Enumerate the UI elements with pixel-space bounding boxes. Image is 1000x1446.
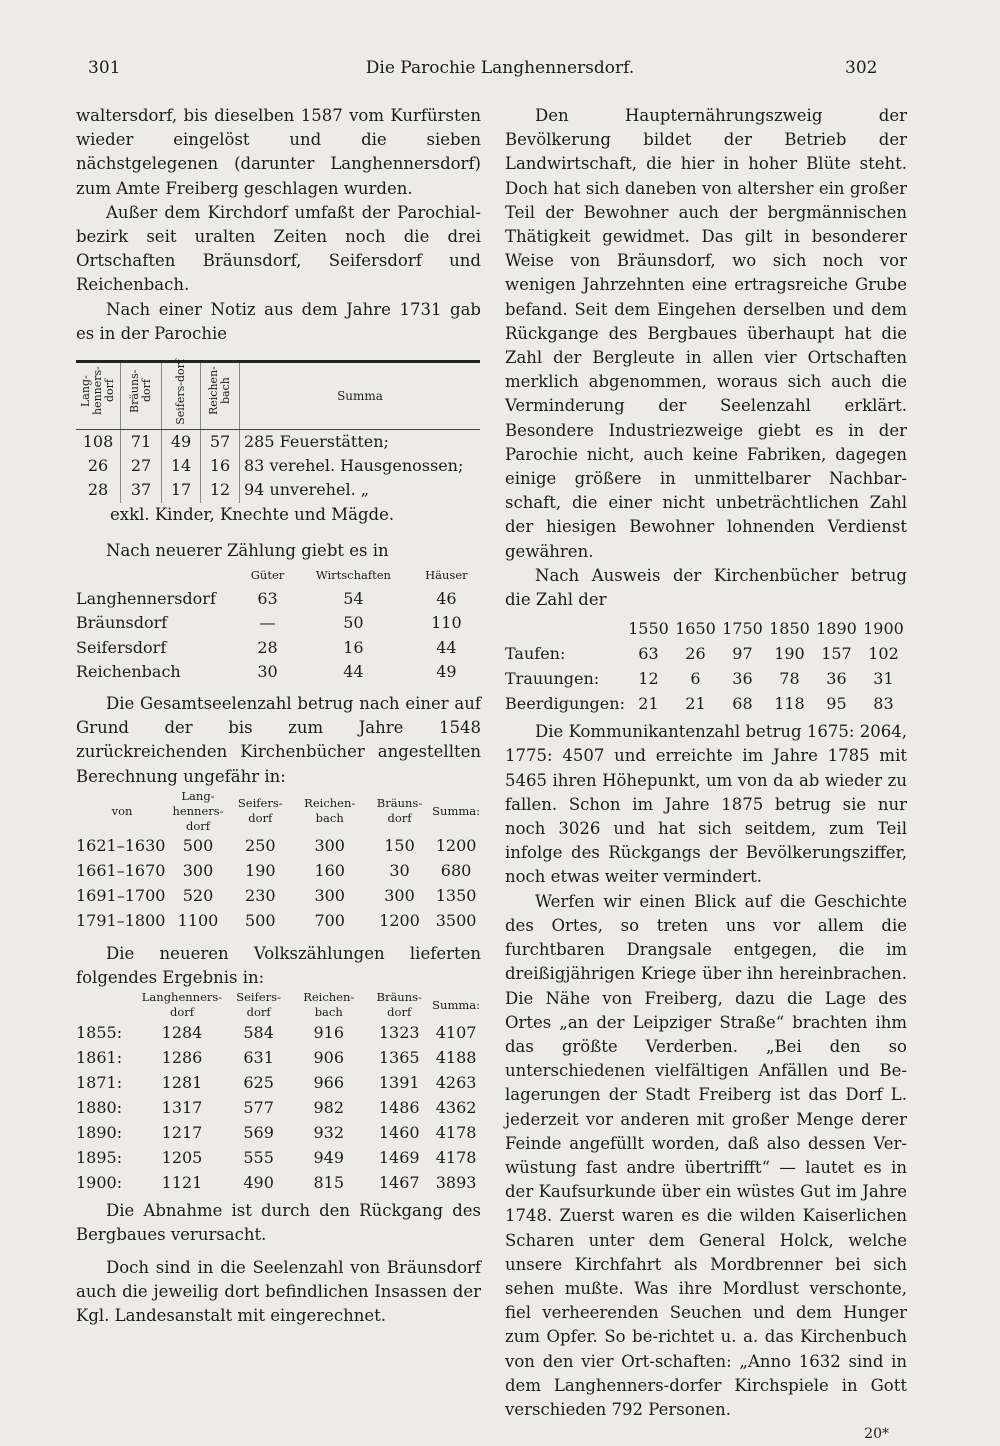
table-cell: 21 bbox=[685, 693, 706, 713]
table-cell: 97 bbox=[732, 643, 753, 663]
row-label: 1791–1800 bbox=[76, 911, 166, 931]
table-cell: 150 bbox=[384, 836, 415, 856]
table-cell: 6 bbox=[690, 668, 701, 688]
table-cell: 949 bbox=[313, 1147, 344, 1167]
row-label: Beerdigungen: bbox=[505, 693, 625, 713]
table-cell: 3893 bbox=[435, 1172, 477, 1192]
table-cell: 1200 bbox=[379, 911, 420, 931]
table-cell: 16 bbox=[343, 637, 364, 657]
table-header-row bbox=[76, 789, 480, 834]
table-cell: 1467 bbox=[378, 1172, 420, 1192]
row-label: Taufen: bbox=[505, 643, 566, 663]
column-header: 1550 bbox=[628, 618, 669, 638]
row-label: 1900: bbox=[76, 1172, 123, 1192]
table-header-row bbox=[76, 563, 480, 587]
paragraph: Die neueren Volkszählungen lieferten folgendes Ergebnis in: bbox=[76, 943, 481, 988]
column-header: Seifers-dorf bbox=[237, 796, 283, 826]
table-cell: 17 bbox=[162, 478, 201, 502]
table-cell: 1100 bbox=[177, 911, 219, 931]
table-row bbox=[76, 660, 480, 684]
row-label: 1621–1630 bbox=[76, 836, 166, 856]
table-cell: 680 bbox=[440, 861, 472, 881]
row-label: Seifersdorf bbox=[76, 637, 167, 657]
table-cell: 12 bbox=[201, 478, 240, 502]
table-row bbox=[76, 859, 480, 884]
table-cell: 577 bbox=[243, 1097, 274, 1117]
table-cell: 28 bbox=[257, 637, 278, 657]
column-header: Reichen-bach bbox=[201, 362, 240, 430]
table-cell: 906 bbox=[313, 1047, 344, 1067]
table-row bbox=[76, 430, 480, 455]
table-cell: 102 bbox=[868, 643, 899, 663]
column-header: Lang-henners-dorf bbox=[76, 362, 121, 430]
table-cell: 36 bbox=[732, 668, 753, 688]
row-label: 1880: bbox=[76, 1097, 123, 1117]
column-header: Güter bbox=[250, 568, 285, 583]
row-label: 1871: bbox=[76, 1072, 123, 1092]
column-header: Bräuns-dorf bbox=[376, 796, 423, 826]
population-estimate-table bbox=[76, 789, 480, 934]
table-cell: 4362 bbox=[435, 1097, 477, 1117]
table-cell: 78 bbox=[779, 668, 800, 688]
page-number-right: 302 bbox=[845, 58, 878, 78]
table-cell: 1460 bbox=[378, 1122, 420, 1142]
table-cell: 916 bbox=[313, 1022, 344, 1042]
table-row bbox=[505, 691, 907, 716]
column-header: Wirtschaften bbox=[315, 568, 391, 583]
paragraph: Die Abnahme ist durch den Rückgang des Bergbaues verursacht. bbox=[76, 1201, 481, 1245]
paragraph: Außer dem Kirchdorf umfaßt der Parochial-bezirk seit uralten Zeiten noch die drei Ortschaften Bräunsdorf, Seifersdorf und Reichenbach. bbox=[76, 202, 481, 295]
table-row bbox=[76, 1170, 480, 1195]
column-header: 1650 bbox=[675, 618, 716, 638]
table-cell: 118 bbox=[774, 693, 805, 713]
column-header: Seifers-dorf bbox=[162, 362, 201, 430]
table-cell: 815 bbox=[313, 1172, 344, 1192]
row-label: 1855: bbox=[76, 1022, 123, 1042]
table-cell: 71 bbox=[121, 430, 162, 455]
table-cell: 63 bbox=[257, 589, 278, 609]
table-row bbox=[76, 909, 480, 934]
table-header-row bbox=[76, 362, 480, 430]
table-cell: 1217 bbox=[161, 1122, 203, 1142]
table-cell: 300 bbox=[384, 886, 415, 906]
column-header: Bräuns-dorf bbox=[376, 990, 422, 1020]
table-cell: 300 bbox=[182, 861, 214, 881]
table-row bbox=[76, 611, 480, 635]
paragraph: Nach einer Notiz aus dem Jahre 1731 gab es in der Parochie bbox=[76, 299, 481, 343]
table-cell: 500 bbox=[182, 836, 214, 856]
table-cell: 108 bbox=[76, 430, 121, 455]
table-cell: 57 bbox=[201, 430, 240, 455]
table-cell: 95 bbox=[826, 693, 847, 713]
table-cell: 83 bbox=[873, 693, 894, 713]
table-cell: 190 bbox=[774, 643, 805, 663]
column-header: Reichen-bach bbox=[303, 990, 355, 1020]
row-label: 1661–1670 bbox=[76, 861, 166, 881]
table-row bbox=[76, 1120, 480, 1145]
column-header bbox=[76, 990, 138, 1020]
table-cell: 932 bbox=[313, 1122, 344, 1142]
table-cell: 44 bbox=[343, 661, 364, 681]
table-cell: 63 bbox=[638, 643, 659, 663]
table-row bbox=[76, 478, 480, 502]
table-row bbox=[76, 587, 480, 611]
table-row bbox=[505, 641, 907, 666]
table-cell: 4178 bbox=[435, 1147, 477, 1167]
table-row bbox=[76, 1020, 480, 1045]
table-cell: 54 bbox=[343, 589, 364, 609]
table-row bbox=[76, 454, 480, 478]
column-header: 1890 bbox=[816, 618, 857, 638]
table-note: exkl. Kinder, Knechte und Mägde. bbox=[110, 504, 395, 524]
column-header: Bräuns-dorf bbox=[121, 362, 162, 430]
table-cell: 3500 bbox=[435, 911, 477, 931]
table-cell: 30 bbox=[257, 661, 278, 681]
row-label: Trauungen: bbox=[505, 668, 600, 688]
table-cell: 1200 bbox=[435, 836, 477, 856]
signature-mark: 20* bbox=[864, 1426, 889, 1443]
table-cell: 28 bbox=[76, 478, 121, 502]
column-header: Langhenners-dorf bbox=[141, 990, 223, 1020]
table-cell: 83 verehel. Hausgenossen; bbox=[244, 456, 464, 476]
table-cell: 1365 bbox=[378, 1047, 420, 1067]
column-header: 1900 bbox=[863, 618, 904, 638]
table-cell: 68 bbox=[732, 693, 753, 713]
table-cell: 1486 bbox=[378, 1097, 420, 1117]
table-row bbox=[76, 834, 480, 859]
table-cell: 160 bbox=[314, 861, 345, 881]
table-cell: 26 bbox=[76, 454, 121, 478]
table-cell: 700 bbox=[314, 911, 345, 931]
page-number-left: 301 bbox=[88, 58, 121, 78]
table-cell: 584 bbox=[243, 1022, 274, 1042]
table-cell: 1323 bbox=[378, 1022, 420, 1042]
table-cell: 36 bbox=[826, 668, 847, 688]
table-cell: 631 bbox=[243, 1047, 274, 1067]
row-label: 1861: bbox=[76, 1047, 123, 1067]
table-cell: 26 bbox=[685, 643, 706, 663]
column-header: 1750 bbox=[722, 618, 763, 638]
row-label: Bräunsdorf bbox=[76, 613, 168, 633]
table-cell: 190 bbox=[245, 861, 276, 881]
table-cell: 1469 bbox=[378, 1147, 420, 1167]
column-header: Häuser bbox=[425, 568, 468, 583]
hearths-table-1731 bbox=[76, 360, 480, 503]
column-header: 1850 bbox=[769, 618, 810, 638]
column-header: Seifers-dorf bbox=[236, 990, 281, 1020]
column-header: Summa: bbox=[432, 803, 480, 818]
table-cell: 157 bbox=[821, 643, 852, 663]
table-cell: 50 bbox=[343, 613, 364, 633]
table-cell: 14 bbox=[162, 454, 201, 478]
table-cell: 555 bbox=[243, 1147, 274, 1167]
table-row bbox=[76, 1095, 480, 1120]
table-cell: 49 bbox=[436, 661, 457, 681]
table-row bbox=[76, 1070, 480, 1095]
paragraph: Nach neuerer Zählung giebt es in bbox=[106, 540, 389, 560]
table-row bbox=[76, 636, 480, 660]
table-cell: 16 bbox=[201, 454, 240, 478]
row-label: 1691–1700 bbox=[76, 886, 166, 906]
table-cell: 4188 bbox=[435, 1047, 477, 1067]
table-cell: 285 Feuerstätten; bbox=[244, 432, 389, 452]
column-header: Reichen-bach bbox=[304, 796, 356, 826]
row-label: Reichenbach bbox=[76, 661, 181, 681]
paragraph: waltersdorf, bis dieselben 1587 vom Kurfürsten wieder eingelöst und die sieben nächstgelegenen (darunter Langhennersdorf) zum Amte Freiberg geschlagen wurden. bbox=[76, 106, 481, 198]
church-records-table bbox=[505, 616, 907, 716]
table-cell: 1317 bbox=[161, 1097, 203, 1117]
table-row bbox=[76, 1045, 480, 1070]
paragraph: Werfen wir einen Blick auf die Geschichte des Ortes, so treten uns vor allem die furchtbaren Drangsale entgegen, die im dreißigjährigen Kriege über ihn hereinbrachen. Die Nähe von Freiberg, dazu die Lage des Ortes „an der Leipziger Straße“ brachten ihm das größte Verderben. „Bei den so unterschiedenen vielfältigen Anfällen und Be-lagerungen der Stadt Freiberg ist das Dorf L. jederzeit vor anderen mit großer Menge derer Feinde angefüllt worden, daß also dessen Ver-wüstung fast andre übertrifft“ — lautet es in der Kaufsurkunde über ein wüstes Gut im Jahre 1748. Zuerst waren es die wilden Kaiserlichen Scharen unter dem General Holck, welche unsere Kirchfahrt als Mordbrenner bei sich sehen mußte. Was ihre Mordlust verschonte, fiel verheerenden Seuchen und dem Hunger zum Opfer. So be-richtet u. a. das Kirchenbuch von den vier Ort-schaften: „Anno 1632 sind in dem Langhenners-dorfer Kirchspiele in Gott verschieden 792 Personen. bbox=[505, 891, 907, 1419]
table-cell: 569 bbox=[243, 1122, 274, 1142]
column-header: Summa bbox=[240, 362, 481, 430]
table-cell: 27 bbox=[121, 454, 162, 478]
paragraph: Die Kommunikantenzahl betrug 1675: 2064, 1775: 4507 und erreichte im Jahre 1785 mit 5465 ihren Höhepunkt, um von da ab wieder zu fallen. Schon im Jahre 1875 betrug sie nur noch 3026 und hat sich seitdem, zum Teil infolge des Rückgangs der Bevölkerungsziffer, noch etwas weiter vermindert. bbox=[505, 722, 907, 887]
table-cell: 1284 bbox=[161, 1022, 203, 1042]
farms-table bbox=[76, 563, 480, 684]
table-cell: — bbox=[259, 613, 276, 633]
table-cell: 250 bbox=[245, 836, 276, 856]
row-label: Langhennersdorf bbox=[76, 589, 216, 609]
table-cell: 1286 bbox=[161, 1047, 203, 1067]
table-cell: 4178 bbox=[435, 1122, 477, 1142]
row-label: 1895: bbox=[76, 1147, 123, 1167]
census-table bbox=[76, 990, 480, 1195]
paragraph: Nach Ausweis der Kirchenbücher betrug die Zahl der bbox=[505, 565, 907, 610]
table-cell: 520 bbox=[182, 886, 214, 906]
table-row bbox=[505, 666, 907, 691]
table-cell: 12 bbox=[638, 668, 659, 688]
table-cell: 982 bbox=[313, 1097, 344, 1117]
column-header: Lang-henners-dorf bbox=[172, 788, 224, 833]
table-cell: 1205 bbox=[161, 1147, 203, 1167]
paragraph: Doch sind in die Seelenzahl von Bräunsdorf auch die jeweilig dort befindlichen Insassen der Kgl. Landesanstalt mit eingerechnet. bbox=[76, 1257, 481, 1326]
column-header: Summa: bbox=[432, 997, 480, 1012]
running-title: Die Parochie Langhennersdorf. bbox=[365, 58, 635, 78]
table-row bbox=[76, 1145, 480, 1170]
table-cell: 110 bbox=[431, 613, 462, 633]
table-cell: 1391 bbox=[378, 1072, 420, 1092]
table-cell: 37 bbox=[121, 478, 162, 502]
table-cell: 31 bbox=[873, 668, 894, 688]
table-header-row bbox=[505, 616, 907, 641]
paragraph: Die Gesamtseelenzahl betrug nach einer auf Grund der bis zum Jahre 1548 zurückreichenden Kirchenbücher angestellten Berechnung ungefähr in: bbox=[76, 694, 481, 786]
table-cell: 300 bbox=[314, 836, 345, 856]
right-column bbox=[505, 104, 907, 1446]
table-cell: 500 bbox=[245, 911, 276, 931]
table-cell: 490 bbox=[243, 1172, 274, 1192]
table-header-row bbox=[76, 990, 480, 1020]
table-cell: 1350 bbox=[435, 886, 477, 906]
table-cell: 966 bbox=[313, 1072, 344, 1092]
table-cell: 46 bbox=[436, 589, 457, 609]
table-cell: 300 bbox=[314, 886, 345, 906]
table-cell: 625 bbox=[243, 1072, 274, 1092]
column-header: von bbox=[111, 803, 133, 818]
left-column bbox=[76, 104, 481, 1328]
table-cell: 49 bbox=[162, 430, 201, 455]
table-cell: 44 bbox=[436, 637, 457, 657]
paragraph: Den Haupternährungszweig der Bevölkerung bildet der Betrieb der Landwirtschaft, die hier in hoher Blüte steht. Doch hat sich daneben von altersher ein großer Teil der Bewohner auch der bergmännischen Thätigkeit gewidmet. Das gilt in besonderer Weise von Bräunsdorf, wo sich noch vor wenigen Jahrzehnten eine ertragsreiche Grube befand. Seit dem Eingehen derselben und dem Rückgange des Bergbaues überhaupt hat die Zahl der Bergleute in allen vier Ortschaften merklich abgenommen, woraus sich auch die Verminderung der Seelenzahl erklärt. Besondere Industriezweige giebt es in der Parochie nicht, auch keine Fabriken, dagegen einige größere in unmittelbarer Nachbar-schaft, die einer nicht unbeträchtlichen Zahl der hiesigen Bewohner lohnenden Verdienst gewähren. bbox=[505, 106, 907, 561]
row-label: 1890: bbox=[76, 1122, 123, 1142]
table-row bbox=[76, 884, 480, 909]
table-cell: 1121 bbox=[161, 1172, 203, 1192]
table-cell: 30 bbox=[389, 861, 410, 881]
table-cell: 230 bbox=[245, 886, 276, 906]
table-cell: 4263 bbox=[435, 1072, 477, 1092]
table-cell: 1281 bbox=[161, 1072, 203, 1092]
table-cell: 94 unverehel. „ bbox=[244, 480, 370, 500]
table-cell: 4107 bbox=[435, 1022, 477, 1042]
table-cell: 21 bbox=[638, 693, 659, 713]
